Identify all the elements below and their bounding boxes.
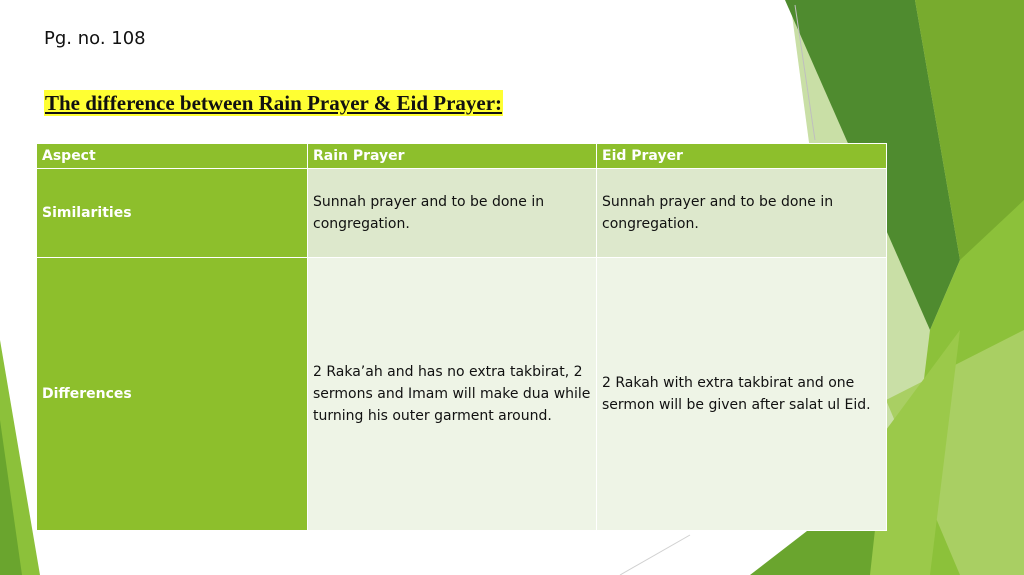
cell-eid-differences: 2 Rakah with extra takbirat and one sermon will be given after salat ul Eid. [597,258,887,531]
table-header-row [37,144,887,169]
row-label-similarities: Similarities [37,169,308,258]
cell-rain-differences: 2 Raka’ah and has no extra takbirat, 2 sermons and Imam will make dua while turning his outer garment around. [308,258,597,531]
header-rain-prayer: Rain Prayer [308,144,597,169]
bg-line-2 [620,535,690,575]
slide-title: The difference between Rain Prayer & Eid Prayer: [45,91,503,115]
row-label-differences: Differences [37,258,308,531]
page-number: Pg. no. 108 [44,28,146,49]
header-eid-prayer: Eid Prayer [597,144,887,169]
cell-eid-similarities: Sunnah prayer and to be done in congregation. [597,169,887,258]
comparison-table [36,143,887,531]
comparison-table-container [36,143,886,531]
table-row-differences [37,258,887,531]
header-aspect: Aspect [37,144,308,169]
cell-rain-similarities: Sunnah prayer and to be done in congregation. [308,169,597,258]
table-row-similarities [37,169,887,258]
